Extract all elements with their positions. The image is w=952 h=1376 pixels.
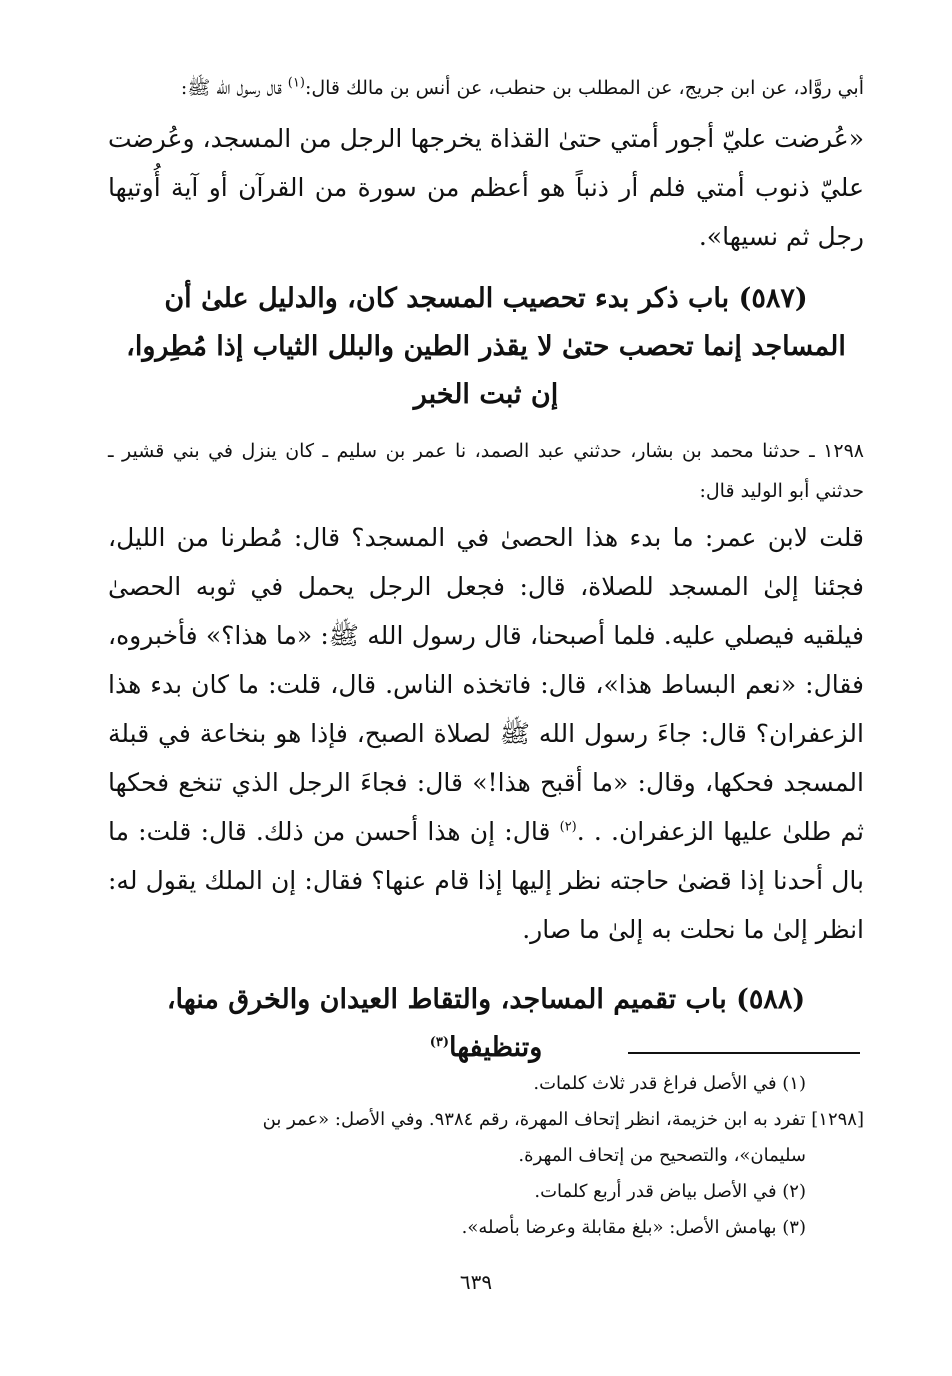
hadith-text-1298: [108, 513, 864, 954]
footnote-1: (١) في الأصل فراغ قدر ثلاث كلمات.: [533, 1073, 806, 1094]
chapter-heading-588: [108, 976, 864, 1072]
chapter-588-title: (٥٨٨) باب تقميم المساجد، والتقاط العيدان والخرق منها، وتنظيفها: [166, 984, 806, 1063]
chapter-heading-587: (٥٨٧) باب ذكر بدء تحصيب المسجد كان، والدليل علىٰ أن المساجد إنما تحصب حتىٰ لا يقذر الطين والبلل الثياب إذا مُطِروا، إن ثبت الخبر: [126, 283, 846, 410]
footnote-ref-1[interactable]: (١): [287, 75, 305, 91]
hadith-text-1: «عُرضت عليّ أجور أمتي حتىٰ القذاة يخرجها الرجل من المسجد، وعُرضت عليّ ذنوب أمتي فلم أر ذنباً هو أعظم من سورة من القرآن أو آية أُوتيها رجل ثم نسيها».: [108, 124, 864, 251]
page-number: ٦٣٩: [459, 1270, 493, 1294]
top-isnad-text: أبي روَّاد، عن ابن جريج، عن المطلب بن حنطب، عن أنس بن مالك قال:: [304, 77, 864, 99]
hadith-1298-before: قلت لابن عمر: ما بدء هذا الحصىٰ في المسجد؟ قال: مُطرنا من الليل، فجئنا إلىٰ المسجد للصلاة، قال: فجعل الرجل يحمل في ثوبه الحصىٰ فيلقيه فيصلي عليه. فلما أصبحنا، قال رسول الله ﷺ: «ما هذا؟» فأخبروه، فقال: «نعم البساط هذا»، قال: فاتخذه الناس. قال، قلت: ما كان بدء هذا الزعفران؟ قال: جاءَ رسول الله ﷺ لصلاة الصبح، فإذا هو بنخاعة في قبلة المسجد فحكها، وقال: «ما أقبح هذا!» قال: فجاءَ الرجل الذي تنخع فحكها ثم طلىٰ عليها الزعفران. . .: [108, 523, 864, 846]
hadith-1298-after: قال: إن هذا أحسن من ذلك. قال: قلت: ما بال أحدنا إذا قضىٰ حاجته نظر إليها إذا قام عنها؟ فقال: إن الملك يقول له: انظر إلىٰ ما نحلت به إلىٰ ما صار.: [108, 817, 864, 944]
footnote-divider: [628, 1052, 860, 1054]
top-isnad-paragraph: [108, 68, 864, 108]
footnote-1298-line-1: [١٢٩٨] تفرد به ابن خزيمة، انظر إتحاف المهرة، رقم ٩٣٨٤. وفي الأصل: «عمر بن: [262, 1109, 864, 1130]
footnote-ref-3[interactable]: (٣): [429, 1035, 449, 1050]
top-isnad-tail: قال رسول الله ﷺ:: [180, 77, 288, 99]
footnote-ref-2[interactable]: (٢): [559, 819, 577, 835]
footnote-1298-line-2: سليمان»، والتصحيح من إتحاف المهرة.: [518, 1145, 806, 1166]
footnote-3: (٣) بهامش الأصل: «بلغ مقابلة وعرضا بأصله».: [461, 1217, 806, 1238]
footnote-2: (٢) في الأصل بياض قدر أربع كلمات.: [534, 1181, 806, 1202]
isnad-1298: ١٢٩٨ ـ حدثنا محمد بن بشار، حدثني عبد الصمد، نا عمر بن سليم ـ كان ينزل في بني قشير ـ حدثني أبو الوليد قال:: [108, 440, 864, 502]
footnotes-section: [108, 1066, 864, 1246]
